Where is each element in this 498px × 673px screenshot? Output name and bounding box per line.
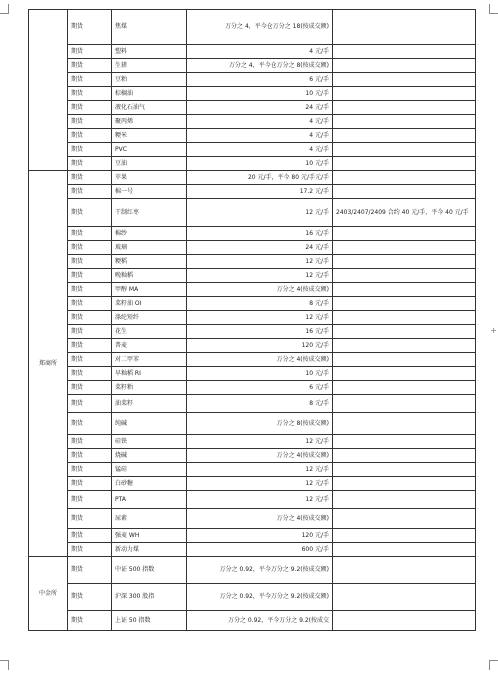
product-cell: 玻璃 [112,241,187,255]
note-cell [333,297,476,311]
table-row [29,557,476,584]
product-cell: 上证 50 指数 [112,611,187,631]
table-row [29,611,476,631]
table-row [29,73,476,87]
fee-cell: 120 元/手 [187,529,333,543]
type-cell: 期货 [68,353,112,367]
note-cell [333,73,476,87]
fee-cell: 万分之 4，平今仓万分之 18(按成交额) [187,10,333,45]
table-row [29,297,476,311]
fee-cell: 万分之 4(按成交额) [187,449,333,463]
note-cell [333,59,476,73]
type-cell: 期货 [68,45,112,59]
product-cell: 中证 500 指数 [112,557,187,584]
fee-cell: 4 元/手 [187,143,333,157]
fee-table [28,9,476,631]
table-row [29,199,476,227]
note-cell [333,611,476,631]
note-cell [333,185,476,199]
table-row [29,529,476,543]
fee-cell: 24 元/手 [187,241,333,255]
note-cell [333,395,476,413]
fee-cell: 万分之 4(按成交额) [187,509,333,529]
fee-cell: 万分之 0.92，平今万分之 9.2(按成交 [187,611,333,631]
note-cell [333,311,476,325]
note-cell [333,339,476,353]
type-cell: 期货 [68,325,112,339]
fee-cell: 17.2 元/手 [187,185,333,199]
type-cell: 期货 [68,557,112,584]
note-cell [333,435,476,449]
type-cell: 期货 [68,269,112,283]
fee-cell: 万分之 0.92，平今万分之 9.2(按成交额) [187,557,333,584]
exchange-cell: 中金所 [29,557,68,631]
product-cell: 聚丙烯 [112,115,187,129]
crop-mark [489,660,498,661]
type-cell: 期货 [68,87,112,101]
product-cell: 花生 [112,325,187,339]
fee-cell: 12 元/手 [187,491,333,509]
note-cell [333,509,476,529]
table-row [29,185,476,199]
fee-cell: 10 元/手 [187,367,333,381]
fee-cell: 12 元/手 [187,435,333,449]
type-cell: 期货 [68,611,112,631]
type-cell: 期货 [68,449,112,463]
page-marker: + [490,326,497,335]
product-cell: 粳稻 [112,255,187,269]
table-row [29,311,476,325]
fee-cell: 12 元/手 [187,269,333,283]
type-cell: 期货 [68,255,112,269]
type-cell: 期货 [68,381,112,395]
table-row [29,381,476,395]
table-row [29,339,476,353]
type-cell: 期货 [68,297,112,311]
fee-cell: 万分之 4(按成交额) [187,283,333,297]
crop-mark [489,13,498,14]
type-cell: 期货 [68,584,112,611]
note-cell [333,157,476,171]
type-cell: 期货 [68,413,112,435]
product-cell: 沪深 300 股指 [112,584,187,611]
type-cell: 期货 [68,491,112,509]
type-cell: 期货 [68,171,112,185]
fee-cell: 12 元/手 [187,311,333,325]
product-cell: 尿素 [112,509,187,529]
note-cell [333,283,476,297]
fee-cell: 万分之 8(按成交额) [187,413,333,435]
table-row [29,269,476,283]
note-cell [333,557,476,584]
product-cell: 对二甲苯 [112,353,187,367]
note-cell [333,10,476,45]
product-cell: 塑料 [112,45,187,59]
note-cell [333,491,476,509]
fee-cell: 8 元/手 [187,297,333,311]
fee-cell: 6 元/手 [187,381,333,395]
type-cell: 期货 [68,73,112,87]
fee-cell: 120 元/手 [187,339,333,353]
product-cell: 液化石油气 [112,101,187,115]
product-cell: 菜籽粕 [112,381,187,395]
note-cell [333,449,476,463]
table-row [29,45,476,59]
product-cell: 生猪 [112,59,187,73]
table-row [29,491,476,509]
fee-cell: 4 元/手 [187,45,333,59]
fee-cell: 20 元/手，平今 80 元/手元/手 [187,171,333,185]
note-cell [333,115,476,129]
fee-cell: 12 元/手 [187,255,333,269]
exchange-cell: 郑商所 [29,171,68,557]
note-cell [333,381,476,395]
product-cell: PVC [112,143,187,157]
product-cell: 白砂糖 [112,477,187,491]
table-row [29,395,476,413]
table-row [29,413,476,435]
fee-cell: 4 元/手 [187,115,333,129]
product-cell: 硅铁 [112,435,187,449]
type-cell: 期货 [68,101,112,115]
fee-table-body [29,10,476,631]
product-cell: 豆油 [112,157,187,171]
note-cell [333,171,476,185]
type-cell: 期货 [68,241,112,255]
fee-cell: 16 元/手 [187,325,333,339]
type-cell: 期货 [68,529,112,543]
fee-cell: 12 元/手 [187,199,333,227]
table-row [29,283,476,297]
product-cell: 焦煤 [112,10,187,45]
fee-cell: 万分之 0.92，平今万分之 9.2(按成交额) [187,584,333,611]
type-cell: 期货 [68,543,112,557]
note-cell [333,227,476,241]
crop-mark [489,660,490,670]
product-cell: 晚籼稻 [112,269,187,283]
fee-cell: 4 元/手 [187,129,333,143]
fee-cell: 10 元/手 [187,157,333,171]
type-cell: 期货 [68,463,112,477]
crop-mark [0,660,9,661]
product-cell: 粳米 [112,129,187,143]
type-cell: 期货 [68,435,112,449]
table-row [29,143,476,157]
type-cell: 期货 [68,59,112,73]
table-row [29,157,476,171]
table-row [29,101,476,115]
product-cell: 纯碱 [112,413,187,435]
product-cell: 棉一号 [112,185,187,199]
type-cell: 期货 [68,477,112,491]
type-cell: 期货 [68,311,112,325]
product-cell: 苹果 [112,171,187,185]
table-row [29,353,476,367]
type-cell: 期货 [68,10,112,45]
exchange-cell [29,10,68,171]
type-cell: 期货 [68,157,112,171]
product-cell: 烧碱 [112,449,187,463]
fee-cell: 12 元/手 [187,463,333,477]
type-cell: 期货 [68,185,112,199]
note-cell [333,543,476,557]
product-cell: 干制红枣 [112,199,187,227]
product-cell: 油菜籽 [112,395,187,413]
type-cell: 期货 [68,367,112,381]
fee-cell: 10 元/手 [187,87,333,101]
type-cell: 期货 [68,509,112,529]
note-cell [333,269,476,283]
table-row [29,241,476,255]
note-cell [333,129,476,143]
product-cell: 强麦 WH [112,529,187,543]
note-cell [333,353,476,367]
product-cell: 锰硅 [112,463,187,477]
type-cell: 期货 [68,115,112,129]
product-cell: 早籼稻 RI [112,367,187,381]
fee-cell: 12 元/手 [187,477,333,491]
note-cell [333,241,476,255]
note-cell [333,367,476,381]
table-row [29,255,476,269]
table-row [29,584,476,611]
table-row [29,171,476,185]
type-cell: 期货 [68,129,112,143]
table-row [29,509,476,529]
note-cell [333,413,476,435]
product-cell: 棉纱 [112,227,187,241]
product-cell: 新动力煤 [112,543,187,557]
fee-cell: 万分之 4，平今仓万分之 8(按成交额) [187,59,333,73]
table-row [29,129,476,143]
product-cell: 菜籽油 OI [112,297,187,311]
table-row [29,435,476,449]
table-row [29,449,476,463]
note-cell [333,143,476,157]
product-cell: 普麦 [112,339,187,353]
type-cell: 期货 [68,395,112,413]
fee-cell: 16 元/手 [187,227,333,241]
table-row [29,367,476,381]
fee-cell: 24 元/手 [187,101,333,115]
table-row [29,227,476,241]
table-row [29,463,476,477]
type-cell: 期货 [68,227,112,241]
note-cell [333,584,476,611]
note-cell [333,255,476,269]
product-cell: 甲醇 MA [112,283,187,297]
table-row [29,10,476,45]
fee-cell: 6 元/手 [187,73,333,87]
type-cell: 期货 [68,143,112,157]
table-row [29,543,476,557]
table-row [29,115,476,129]
type-cell: 期货 [68,339,112,353]
table-row [29,325,476,339]
note-cell [333,529,476,543]
product-cell: 涤纶短纤 [112,311,187,325]
type-cell: 期货 [68,283,112,297]
note-cell [333,87,476,101]
fee-cell: 8 元/手 [187,395,333,413]
note-cell [333,463,476,477]
fee-cell: 600 元/手 [187,543,333,557]
type-cell: 期货 [68,199,112,227]
product-cell: 豆粕 [112,73,187,87]
crop-mark [8,660,9,670]
note-cell: 2403/2407/2409 合约 40 元/手，平今 40 元/手 [333,199,476,227]
note-cell [333,325,476,339]
fee-cell: 万分之 4(按成交额) [187,353,333,367]
note-cell [333,477,476,491]
table-row [29,477,476,491]
note-cell [333,45,476,59]
product-cell: PTA [112,491,187,509]
table-row [29,59,476,73]
crop-mark [0,13,9,14]
note-cell [333,101,476,115]
product-cell: 棕榈油 [112,87,187,101]
table-row [29,87,476,101]
